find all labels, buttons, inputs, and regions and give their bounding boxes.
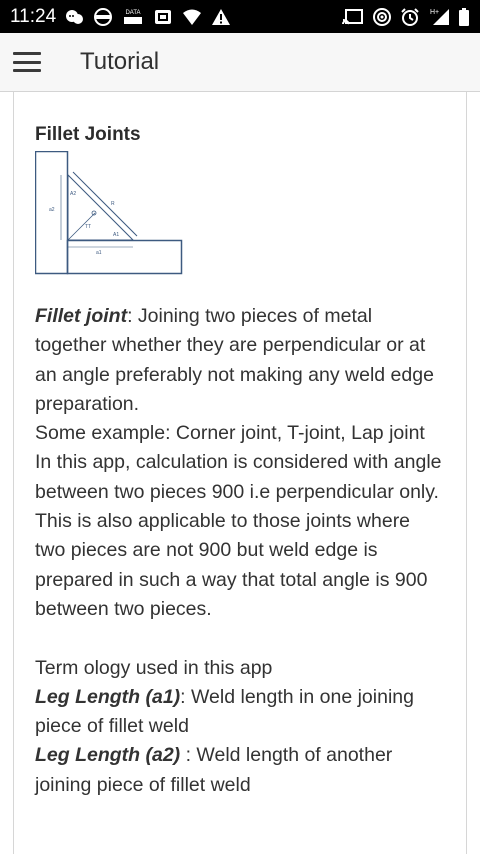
- hotspot-icon: [372, 7, 392, 27]
- data-label: DATA: [125, 9, 141, 16]
- paragraph-definition: [35, 302, 445, 419]
- data-icon: [122, 7, 144, 27]
- diagram-label-a1-bottom: a1: [96, 250, 102, 256]
- diagram-label-tt: TT: [85, 224, 92, 230]
- term-leg-length-a1: Leg Length (a1): [35, 685, 181, 708]
- menu-line: [13, 52, 41, 55]
- term-leg-length-a2: Leg Length (a2): [35, 744, 181, 767]
- signal-icon: [428, 7, 450, 27]
- paragraph-applicable: This is also applicable to those joints where two pieces are not 900 but weld edge is prepared in such a way that total angle is 900 between two pieces.: [35, 510, 428, 620]
- app-bar: [0, 33, 480, 92]
- network-label: H+: [430, 8, 440, 16]
- weld-face-offset: [73, 172, 137, 236]
- paragraph-leg-a2: [35, 741, 445, 800]
- spacer: [35, 624, 445, 653]
- diagram-label-a1-leg: A1: [113, 232, 120, 238]
- paragraph-calculation: In this app, calculation is considered with angle between two pieces 900 i.e perpendicular only.: [35, 451, 442, 503]
- image-icon: [153, 7, 173, 27]
- leg-a2-text: : Weld length of another joining piece of fillet weld: [35, 744, 393, 796]
- chat-bubbles-icon: [64, 7, 84, 27]
- tutorial-body: [35, 302, 445, 800]
- section-title: Fillet Joints: [35, 124, 141, 145]
- paragraph-examples: Some example: Corner joint, T-joint, Lap joint: [35, 422, 425, 445]
- cast-icon: [342, 7, 364, 27]
- paragraph-leg-a1: [35, 683, 445, 742]
- status-bar: [0, 0, 480, 33]
- tutorial-card: [13, 92, 467, 854]
- vpn-globe-icon: [93, 7, 113, 27]
- warning-icon: [211, 7, 231, 27]
- status-right-icons: [342, 7, 470, 27]
- menu-line: [13, 61, 41, 64]
- scroll-content[interactable]: [0, 92, 480, 854]
- menu-line: [13, 69, 41, 72]
- status-left-icons: [64, 7, 231, 27]
- alarm-icon: [400, 7, 420, 27]
- hamburger-menu-icon[interactable]: [13, 52, 41, 72]
- horizontal-plate: [68, 241, 182, 274]
- diagram-label-a2-side: a2: [49, 207, 55, 213]
- leg-a1-text: : Weld length in one joining piece of fillet weld: [35, 685, 414, 738]
- term-fillet-joint: Fillet joint: [35, 305, 128, 327]
- page-title: Tutorial: [80, 48, 160, 75]
- diagram-label-r: R: [111, 201, 115, 207]
- status-time: 11:24: [10, 5, 57, 27]
- paragraph-terminology: Term ology used in this app: [35, 656, 273, 679]
- wifi-icon: [182, 7, 202, 27]
- battery-icon: [458, 7, 470, 27]
- fillet-joint-diagram: [35, 151, 185, 276]
- definition-text: : Joining two pieces of metal together whether they are perpendicular or at an angle preferably not making any weld edge preparation.: [35, 305, 434, 415]
- diagram-label-a2-top: A2: [70, 191, 77, 197]
